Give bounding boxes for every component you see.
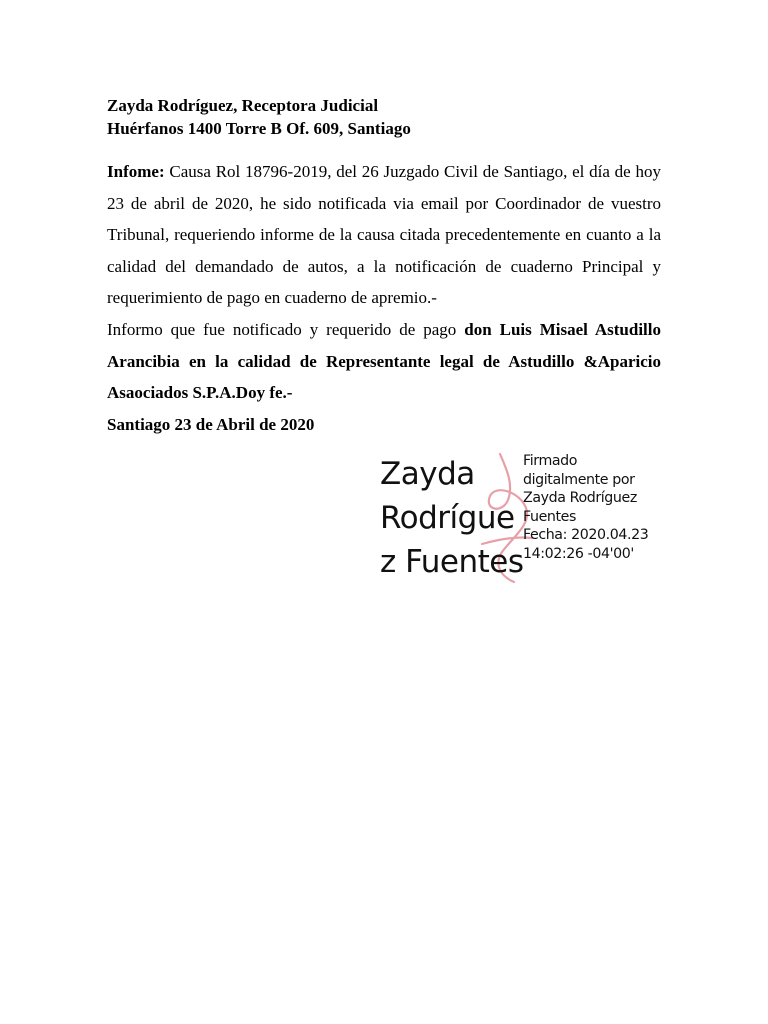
report-label: Infome: xyxy=(107,162,165,181)
report-paragraph-2-bold: don Luis Misael Astudillo Arancibia en la calidad de Representante legal de Astudillo &Aparicio Asaociados S.P.A.Doy fe.- xyxy=(107,319,662,403)
digital-signature xyxy=(380,448,680,588)
report-paragraph-1 xyxy=(107,156,661,314)
signature-name-line: z Fuentes xyxy=(380,544,524,580)
report-body xyxy=(107,156,661,440)
sender-name-title: Zayda Rodríguez, Receptora Judicial xyxy=(107,96,379,115)
signature-details xyxy=(523,452,678,564)
signature-detail-line: Fuentes xyxy=(523,508,576,525)
signature-detail-line: digitalmente por xyxy=(523,471,635,488)
signature-detail-line: 14:02:26 -04'00' xyxy=(523,545,634,562)
sender-address: Huérfanos 1400 Torre B Of. 609, Santiago xyxy=(107,119,411,138)
signature-detail-line: Fecha: 2020.04.23 xyxy=(523,527,649,544)
signature-detail-line: Zayda Rodríguez xyxy=(523,490,637,507)
report-date-line: Santiago 23 de Abril de 2020 xyxy=(107,414,315,434)
sender-header xyxy=(107,94,667,140)
signature-name-line: Rodrígue xyxy=(380,500,515,536)
signature-name xyxy=(380,452,530,584)
report-paragraph-1-text: Causa Rol 18796-2019, del 26 Juzgado Civil de Santiago, el día de hoy 23 de abril de 2020, he sido notificada via email por Coordinador de vuestro Tribunal, requeriendo informe de la causa citada precedentemente en cuanto a la calidad del demandado de autos, a la notificación de cuaderno Principal y requerimiento de pago en cuaderno de apremio.- xyxy=(107,162,661,308)
signature-detail-line: Firmado xyxy=(523,453,578,469)
report-paragraph-2-intro: Informo que fue notificado y requerido de pago xyxy=(107,319,465,339)
report-paragraph-2 xyxy=(107,314,661,409)
signature-name-line: Zayda xyxy=(380,456,475,492)
